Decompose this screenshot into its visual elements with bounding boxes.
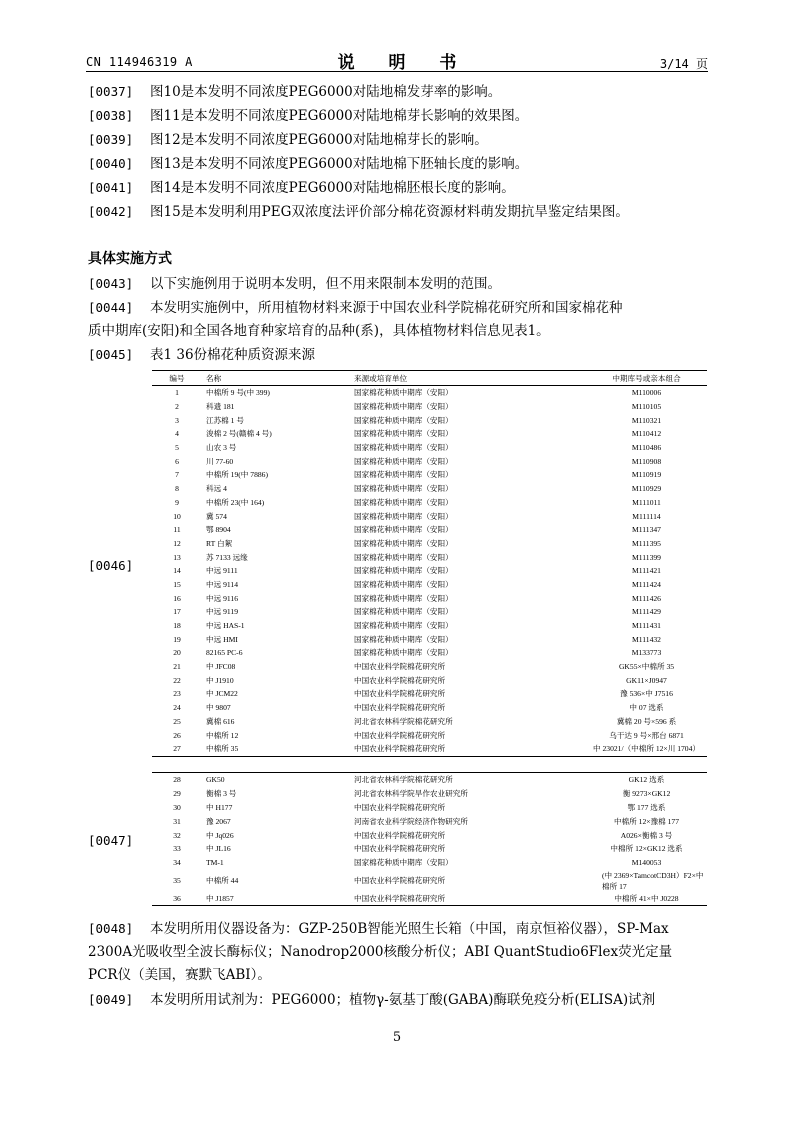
table-row xyxy=(152,728,707,742)
cell-id: 4 xyxy=(175,429,179,439)
paragraph-text: 图13是本发明不同浓度PEG6000对陆地棉下胚轴长度的影响。 xyxy=(150,156,529,172)
cell-source: 国家棉花种质中期库（安阳） xyxy=(354,538,453,548)
table-row xyxy=(152,646,707,660)
cell-name: 中 H177 xyxy=(206,802,233,812)
document-title: 说 明 书 xyxy=(337,53,471,73)
cell-name: 豫 2067 xyxy=(206,816,231,826)
cell-source: 河南省农业科学院经济作物研究所 xyxy=(354,816,468,826)
cell-source: 国家棉花种质中期库（安阳） xyxy=(354,566,453,576)
paragraph-text-cont: 质中期库(安阳)和全国各地育种家培育的品种(系)，具体植物材料信息见表1。 xyxy=(88,323,550,339)
cell-id: 6 xyxy=(175,456,179,466)
cell-accession: 中 07 选系 xyxy=(629,703,664,713)
table-row xyxy=(152,386,707,400)
cell-accession: 鄂 177 选系 xyxy=(627,802,666,812)
paragraph-text: 图12是本发明不同浓度PEG6000对陆地棉芽长的影响。 xyxy=(150,132,488,148)
cell-accession: 衡 9273×GK12 xyxy=(622,789,671,799)
cell-id: 14 xyxy=(173,566,181,576)
paragraph-0039 xyxy=(88,128,708,152)
cell-accession: M111426 xyxy=(632,593,661,603)
cell-name: 中棉所 19(中 7886) xyxy=(206,470,269,480)
cell-accession: M110929 xyxy=(631,484,662,494)
cell-name: 冀棉 616 xyxy=(206,716,235,726)
cell-accession: M110919 xyxy=(631,470,662,480)
paragraph-text-cont: PCR仪（美国，赛默飞ABI）。 xyxy=(88,967,271,983)
cell-id: 2 xyxy=(175,402,179,412)
paragraph-number: [0044] xyxy=(88,300,134,315)
cell-accession: M111395 xyxy=(632,538,661,548)
paragraph-text: 图10是本发明不同浓度PEG6000对陆地棉发芽率的影响。 xyxy=(150,84,502,100)
cell-name: 山农 3 号 xyxy=(206,443,237,453)
cell-source: 河北省农林科学院棉花研究所 xyxy=(354,775,453,785)
cell-id: 7 xyxy=(175,470,179,480)
table-row xyxy=(152,564,707,578)
cell-id: 26 xyxy=(173,730,181,740)
table-row xyxy=(152,578,707,592)
page-number: 5 xyxy=(392,1030,402,1045)
paragraph-number-0046: [0046] xyxy=(88,558,134,573)
paragraph-text: 本发明所用仪器设备为：GZP-250B智能光照生长箱（中国，南京恒裕仪器），SP-Max xyxy=(150,921,669,937)
table-row xyxy=(152,870,707,892)
paragraph-0038 xyxy=(88,104,708,128)
cell-id: 24 xyxy=(173,703,181,713)
cell-accession: M111432 xyxy=(632,634,661,644)
paragraph-0044 xyxy=(88,296,708,343)
cell-name: 鄂 8904 xyxy=(206,525,231,535)
cell-name: 苏 7133 远缘 xyxy=(206,552,248,562)
table-row xyxy=(152,550,707,564)
cell-name: 中棉所 35 xyxy=(202,742,354,756)
paragraph-number: [0049] xyxy=(88,992,134,1007)
cell-source: 中国农业科学院棉花研究所 xyxy=(354,830,446,840)
cell-name: 浚棉 2 号(赣棉 4 号) xyxy=(206,429,272,439)
table-row xyxy=(152,687,707,701)
cell-source: 中国农业科学院棉花研究所 xyxy=(354,742,586,756)
cell-source: 国家棉花种质中期库（安阳） xyxy=(354,388,453,398)
cell-source: 中国农业科学院棉花研究所 xyxy=(354,730,446,740)
cell-name: 中远 HMI xyxy=(206,634,238,644)
table-row xyxy=(152,814,707,828)
paragraph-number: [0037] xyxy=(88,84,134,99)
col-header-source: 来源或培育单位 xyxy=(354,371,586,386)
cell-accession: A026×衡棉 3 号 xyxy=(620,830,673,840)
paragraph-text: 以下实施例用于说明本发明，但不用来限制本发明的范围。 xyxy=(150,276,501,292)
paragraph-text: 本发明实施例中，所用植物材料来源于中国农业科学院棉花研究所和国家棉花种 xyxy=(150,300,623,316)
cell-accession: GK55×中棉所 35 xyxy=(618,662,675,672)
cell-accession: 冀棉 20 号×596 系 xyxy=(616,716,677,726)
cell-id: 35 xyxy=(173,876,181,886)
cell-id: 1 xyxy=(175,388,179,398)
table-row xyxy=(152,427,707,441)
table-row xyxy=(152,441,707,455)
cell-source: 国家棉花种质中期库（安阳） xyxy=(354,511,453,521)
paragraph-text: 本发明所用试剂为：PEG6000；植物γ-氨基丁酸(GABA)酶联免疫分析(ELISA)试剂 xyxy=(150,992,656,1008)
paragraph-0045 xyxy=(88,343,708,367)
cell-accession: 乌干达 9 号×邢台 6871 xyxy=(609,730,684,740)
cell-source: 国家棉花种质中期库（安阳） xyxy=(354,415,453,425)
paragraph-number: [0042] xyxy=(88,204,134,219)
cell-name: 中 J1857 xyxy=(206,893,234,903)
cell-name: 中棉所 12 xyxy=(206,730,239,740)
cell-accession: M110908 xyxy=(631,456,662,466)
cell-name: 江苏棉 1 号 xyxy=(206,415,244,425)
cell-accession: 中棉所 41×中 J0228 xyxy=(614,893,679,903)
cell-name: 川 77-60 xyxy=(206,456,234,466)
page-counter: 3/14 页 xyxy=(659,57,708,71)
cell-name: 中 JCM22 xyxy=(206,689,238,699)
cell-accession: M110412 xyxy=(631,429,662,439)
paragraph-0043 xyxy=(88,272,708,296)
table-row xyxy=(152,842,707,856)
table-row xyxy=(152,892,707,906)
cell-name: 中 J1910 xyxy=(206,675,234,685)
cell-id: 29 xyxy=(173,789,181,799)
table-row xyxy=(152,496,707,510)
cell-name: 中远 9111 xyxy=(206,566,238,576)
cell-id: 8 xyxy=(175,484,179,494)
cell-accession: M133773 xyxy=(631,648,662,658)
table-row xyxy=(152,482,707,496)
cell-id: 15 xyxy=(173,579,181,589)
cell-id: 30 xyxy=(173,802,181,812)
cell-name: 中远 9119 xyxy=(206,607,238,617)
paragraph-number: [0048] xyxy=(88,921,134,936)
cell-accession: GK12 选系 xyxy=(628,775,665,785)
table-row xyxy=(152,660,707,674)
cell-name: 科远 4 xyxy=(206,484,227,494)
cell-accession: M111424 xyxy=(632,579,661,589)
patent-number: CN 114946319 A xyxy=(86,55,193,69)
cell-name: 中 Jq026 xyxy=(206,830,234,840)
paragraph-text: 图11是本发明不同浓度PEG6000对陆地棉芽长影响的效果图。 xyxy=(150,108,529,124)
paragraph-0048 xyxy=(88,917,708,987)
cell-name: 冀 574 xyxy=(206,511,227,521)
cell-accession: M111011 xyxy=(632,497,661,507)
cell-source: 国家棉花种质中期库（安阳） xyxy=(354,470,453,480)
cell-id: 28 xyxy=(173,775,181,785)
table-row xyxy=(152,413,707,427)
cell-name: 中棉所 9 号(中 399) xyxy=(206,388,270,398)
table-header-row xyxy=(152,371,707,386)
paragraph-0040 xyxy=(88,152,708,176)
cell-id: 12 xyxy=(173,538,181,548)
cell-id: 23 xyxy=(173,689,181,699)
cell-name: 中远 9116 xyxy=(206,593,238,603)
cell-name: 中远 HAS-1 xyxy=(206,621,245,631)
paragraph-number: [0041] xyxy=(88,180,134,195)
cell-name: 科遗 181 xyxy=(206,402,235,412)
paragraph-number-0047: [0047] xyxy=(88,833,134,848)
table-row xyxy=(152,619,707,633)
cell-source: 中国农业科学院棉花研究所 xyxy=(354,802,446,812)
cell-source: 国家棉花种质中期库（安阳） xyxy=(354,484,453,494)
cell-source: 国家棉花种质中期库（安阳） xyxy=(354,402,453,412)
paragraph-number: [0040] xyxy=(88,156,134,171)
table-row xyxy=(152,454,707,468)
cell-name: 中 JFC08 xyxy=(206,662,236,672)
cell-name: 82165 PC-6 xyxy=(206,648,243,658)
cell-id: 10 xyxy=(173,511,181,521)
cell-id: 19 xyxy=(173,634,181,644)
cell-id: 17 xyxy=(173,607,181,617)
table-row xyxy=(152,801,707,815)
cell-source: 国家棉花种质中期库（安阳） xyxy=(354,443,453,453)
cell-accession: M110006 xyxy=(631,388,662,398)
cell-accession: 豫 536×中 J7516 xyxy=(620,689,673,699)
table-row xyxy=(152,856,707,870)
col-header-name: 名称 xyxy=(202,371,354,386)
cell-source: 国家棉花种质中期库（安阳） xyxy=(354,429,453,439)
table-row xyxy=(152,828,707,842)
cell-source: 中国农业科学院棉花研究所 xyxy=(354,876,446,886)
cell-accession: M111429 xyxy=(632,607,661,617)
table-row xyxy=(152,787,707,801)
cell-name: 中棉所 44 xyxy=(206,876,239,886)
cell-source: 国家棉花种质中期库（安阳） xyxy=(354,621,453,631)
cell-source: 国家棉花种质中期库（安阳） xyxy=(354,497,453,507)
cell-id: 34 xyxy=(173,858,181,868)
cell-id: 3 xyxy=(175,415,179,425)
cell-source: 国家棉花种质中期库（安阳） xyxy=(354,552,453,562)
cell-source: 国家棉花种质中期库（安阳） xyxy=(354,858,453,868)
table-row xyxy=(152,632,707,646)
cell-accession: M111114 xyxy=(632,511,661,521)
paragraph-number: [0043] xyxy=(88,276,134,291)
cell-id: 25 xyxy=(173,716,181,726)
col-header-id: 编号 xyxy=(152,371,202,386)
table-row xyxy=(152,537,707,551)
cell-source: 中国农业科学院棉花研究所 xyxy=(354,893,446,903)
cell-accession: M111421 xyxy=(632,566,661,576)
table-row xyxy=(152,701,707,715)
paragraph-text: 图14是本发明不同浓度PEG6000对陆地棉胚根长度的影响。 xyxy=(150,180,515,196)
cell-source: 中国农业科学院棉花研究所 xyxy=(354,703,446,713)
cell-accession: GK11×J0947 xyxy=(626,675,667,685)
cell-accession: M110105 xyxy=(631,402,662,412)
cell-source: 国家棉花种质中期库（安阳） xyxy=(354,525,453,535)
paragraph-number: [0038] xyxy=(88,108,134,123)
cell-id: 33 xyxy=(173,844,181,854)
cell-id: 21 xyxy=(173,662,181,672)
cell-name: 衡棉 3 号 xyxy=(206,789,237,799)
cotton-germplasm-table-part2 xyxy=(152,772,707,906)
cell-name: GK50 xyxy=(206,775,225,785)
paragraph-0042 xyxy=(88,200,708,224)
paragraph-0037 xyxy=(88,80,708,104)
cell-source: 河北省农林科学院棉花研究所 xyxy=(354,716,453,726)
paragraph-number: [0045] xyxy=(88,347,134,362)
cell-accession: M111431 xyxy=(632,621,661,631)
cell-name: 中 JL16 xyxy=(206,844,231,854)
cell-source: 中国农业科学院棉花研究所 xyxy=(354,662,446,672)
cell-source: 中国农业科学院棉花研究所 xyxy=(354,675,446,685)
cell-id: 32 xyxy=(173,830,181,840)
table-row xyxy=(152,468,707,482)
cell-source: 国家棉花种质中期库（安阳） xyxy=(354,607,453,617)
cell-name: TM-1 xyxy=(206,858,224,868)
header-rule xyxy=(86,71,708,72)
cell-accession: 中棉所 12×豫棉 177 xyxy=(613,816,680,826)
cell-id: 27 xyxy=(152,742,202,756)
cotton-germplasm-table-part1 xyxy=(152,370,707,757)
cell-id: 9 xyxy=(175,497,179,507)
paragraph-0049 xyxy=(88,988,708,1012)
table-row xyxy=(152,591,707,605)
cell-source: 国家棉花种质中期库（安阳） xyxy=(354,634,453,644)
cell-accession: M111347 xyxy=(632,525,661,535)
paragraph-text-cont: 2300A光吸收型全波长酶标仪；Nanodrop2000核酸分析仪；ABI QuantStudio6Flex荧光定量 xyxy=(88,944,673,960)
cell-accession: 中棉所 12×GK12 选系 xyxy=(610,844,683,854)
paragraph-text: 图15是本发明利用PEG双浓度法评价部分棉花资源材料萌发期抗旱鉴定结果图。 xyxy=(150,204,629,220)
cell-id: 11 xyxy=(173,525,181,535)
cell-accession: 中 23021/（中棉所 12×川 1704） xyxy=(586,742,707,756)
cell-accession: M110321 xyxy=(631,415,662,425)
cell-accession: M110486 xyxy=(631,443,662,453)
table-row xyxy=(152,400,707,414)
cell-accession: M111399 xyxy=(632,552,661,562)
cell-source: 国家棉花种质中期库（安阳） xyxy=(354,648,453,658)
cell-name: 中棉所 23(中 164) xyxy=(206,497,265,507)
table-row xyxy=(152,773,707,787)
section-heading: 具体实施方式 xyxy=(88,251,172,267)
table-row xyxy=(152,673,707,687)
cell-source: 国家棉花种质中期库（安阳） xyxy=(354,579,453,589)
cell-accession: (中 2369×TamcotCD3H）F2×中棉所 17 xyxy=(602,870,704,891)
cell-id: 5 xyxy=(175,443,179,453)
paragraph-number: [0039] xyxy=(88,132,134,147)
cell-id: 36 xyxy=(173,893,181,903)
cell-name: RT 白絮 xyxy=(206,538,233,548)
cell-id: 13 xyxy=(173,552,181,562)
cell-name: 中远 9114 xyxy=(206,579,238,589)
cell-source: 国家棉花种质中期库（安阳） xyxy=(354,593,453,603)
cell-id: 20 xyxy=(173,648,181,658)
cell-accession: M140053 xyxy=(631,858,662,868)
table-row xyxy=(152,742,707,756)
table-row xyxy=(152,605,707,619)
cell-id: 16 xyxy=(173,593,181,603)
paragraph-0041 xyxy=(88,176,708,200)
cell-source: 国家棉花种质中期库（安阳） xyxy=(354,456,453,466)
cell-id: 22 xyxy=(173,675,181,685)
table-row xyxy=(152,523,707,537)
cell-source: 河北省农林科学院旱作农业研究所 xyxy=(354,789,468,799)
table-row xyxy=(152,509,707,523)
cell-source: 中国农业科学院棉花研究所 xyxy=(354,689,446,699)
table-row xyxy=(152,715,707,729)
cell-source: 中国农业科学院棉花研究所 xyxy=(354,844,446,854)
cell-id: 18 xyxy=(173,621,181,631)
col-header-accession: 中期库号或亲本组合 xyxy=(586,371,707,386)
cell-name: 中 9807 xyxy=(206,703,231,713)
cell-id: 31 xyxy=(173,816,181,826)
table-caption: 表1 36份棉花种质资源来源 xyxy=(150,347,316,363)
